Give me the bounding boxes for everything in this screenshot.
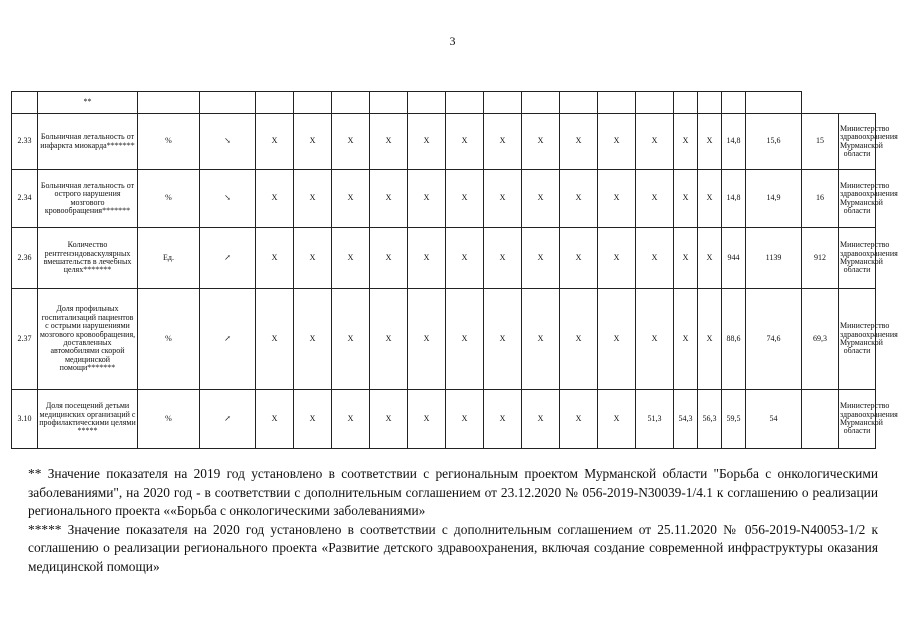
value-cell: X [560, 114, 598, 170]
value-cell: X [370, 228, 408, 289]
value-cell: X [674, 170, 698, 228]
page-number: 3 [449, 34, 456, 48]
value-cell: X [294, 170, 332, 228]
value-cell: X [598, 114, 636, 170]
value-cell: X [408, 170, 446, 228]
responsible-ministry: Министерство здравоохранения Мурманской области [839, 228, 876, 289]
value-cell: X [484, 390, 522, 449]
value-cell: X [332, 390, 370, 449]
value-cell: X [484, 170, 522, 228]
value-cell: 51,3 [636, 390, 674, 449]
value-cell: 16 [802, 170, 839, 228]
value-cell: X [256, 170, 294, 228]
value-cell: X [484, 114, 522, 170]
value-cell: X [370, 170, 408, 228]
value-cell: 59,5 [722, 390, 746, 449]
unit: % [138, 289, 200, 390]
footnote-2020: ***** Значение показателя на 2020 год установлено в соответствии с дополнительным соглашением от 25.11.2020 № 056-2019-N40053-1/2 к соглашению о реализации регионального проекта «Развитие детского здравоохранения, включая создание современной инфраструктуры оказания медицинской помощи» [28, 521, 878, 574]
table-row [12, 390, 876, 449]
row-number: 2.34 [12, 170, 38, 228]
value-cell: X [560, 390, 598, 449]
value-cell: X [408, 114, 446, 170]
unit: Ед. [138, 228, 200, 289]
value-cell: X [560, 228, 598, 289]
row-number: 3.10 [12, 390, 38, 449]
value-cell: 15 [802, 114, 839, 170]
value-cell: 15,6 [746, 114, 802, 170]
responsible-ministry: Министерство здравоохранения Мурманской области [839, 390, 876, 449]
value-cell: X [256, 228, 294, 289]
value-cell: X [598, 170, 636, 228]
value-cell: X [698, 228, 722, 289]
value-cell: X [256, 289, 294, 390]
trend-arrow-icon: ↘ [200, 114, 256, 170]
responsible-ministry: Министерство здравоохранения Мурманской области [839, 114, 876, 170]
value-cell: X [294, 228, 332, 289]
value-cell: X [522, 114, 560, 170]
indicator-name: Больничная летальность от инфаркта миокарда******* [38, 114, 138, 170]
value-cell: X [522, 228, 560, 289]
value-cell: X [598, 228, 636, 289]
trend-arrow-icon: ↘ [200, 170, 256, 228]
row-number: 2.33 [12, 114, 38, 170]
indicator-name: Больничная летальность от острого нарушения мозгового кровообращения******* [38, 170, 138, 228]
footnote-2019: ** Значение показателя на 2019 год установлено в соответствии с региональным проектом Мурманской области "Борьба с онкологическими заболеваниями", на 2020 год - в соответствии с дополнительным соглашением от 23.12.2020 № 056-2019-N30039-1/4.1 к соглашению о реализации регионального проекта ««Борьба с онкологическими заболеваниями» [28, 466, 878, 518]
value-cell: X [446, 114, 484, 170]
value-cell: X [698, 170, 722, 228]
value-cell: X [446, 170, 484, 228]
value-cell: X [636, 228, 674, 289]
indicator-name: Доля посещений детьми медицинских организаций с профилактическими целями ***** [38, 390, 138, 449]
table-row [12, 228, 876, 289]
value-cell: X [636, 170, 674, 228]
value-cell: X [522, 390, 560, 449]
indicator-name: Доля профильных госпитализаций пациентов с острыми нарушениями мозгового кровообращения, доставленных автомобилями скорой медицинской помощи******* [38, 289, 138, 390]
row-number: 2.36 [12, 228, 38, 289]
trend-arrow-icon: ↗ [200, 390, 256, 449]
value-cell: 1139 [746, 228, 802, 289]
table-row [12, 289, 876, 390]
trend-arrow-icon: ↗ [200, 228, 256, 289]
value-cell: X [636, 114, 674, 170]
footnotes [28, 465, 878, 576]
unit: % [138, 170, 200, 228]
table-row [12, 114, 876, 170]
value-cell: X [332, 170, 370, 228]
value-cell: X [522, 289, 560, 390]
value-cell: X [446, 390, 484, 449]
value-cell: X [698, 289, 722, 390]
value-cell: 56,3 [698, 390, 722, 449]
value-cell: X [256, 390, 294, 449]
value-cell: X [674, 289, 698, 390]
value-cell: X [446, 289, 484, 390]
value-cell: X [256, 114, 294, 170]
value-cell: 14,8 [722, 114, 746, 170]
value-cell: X [294, 114, 332, 170]
table-header-row [12, 92, 876, 114]
responsible-ministry: Министерство здравоохранения Мурманской области [839, 289, 876, 390]
value-cell: 69,3 [802, 289, 839, 390]
value-cell: X [294, 289, 332, 390]
value-cell: 14,8 [722, 170, 746, 228]
header-name-cell: ** [38, 92, 138, 114]
table-row [12, 170, 876, 228]
value-cell: X [370, 289, 408, 390]
value-cell: 54 [746, 390, 802, 449]
value-cell: X [408, 289, 446, 390]
value-cell: X [598, 289, 636, 390]
value-cell: 944 [722, 228, 746, 289]
value-cell: X [446, 228, 484, 289]
value-cell: X [674, 114, 698, 170]
row-number: 2.37 [12, 289, 38, 390]
value-cell: X [332, 289, 370, 390]
value-cell: X [370, 390, 408, 449]
value-cell: X [560, 289, 598, 390]
value-cell: X [698, 114, 722, 170]
value-cell: X [370, 114, 408, 170]
value-cell: 54,3 [674, 390, 698, 449]
value-cell: X [636, 289, 674, 390]
value-cell: X [560, 170, 598, 228]
value-cell: X [332, 228, 370, 289]
value-cell: X [408, 228, 446, 289]
value-cell: X [674, 228, 698, 289]
trend-arrow-icon: ↗ [200, 289, 256, 390]
responsible-ministry: Министерство здравоохранения Мурманской области [839, 170, 876, 228]
unit: % [138, 390, 200, 449]
value-cell: X [522, 170, 560, 228]
value-cell: 74,6 [746, 289, 802, 390]
value-cell: X [484, 289, 522, 390]
value-cell: X [598, 390, 636, 449]
value-cell: X [294, 390, 332, 449]
value-cell: 912 [802, 228, 839, 289]
value-cell: 14,9 [746, 170, 802, 228]
indicator-name: Количество рентгенэндоваскулярных вмешательств в лечебных целях******* [38, 228, 138, 289]
value-cell: 88,6 [722, 289, 746, 390]
indicators-table [11, 91, 898, 449]
unit: % [138, 114, 200, 170]
value-cell: X [408, 390, 446, 449]
value-cell: X [332, 114, 370, 170]
value-cell: X [484, 228, 522, 289]
